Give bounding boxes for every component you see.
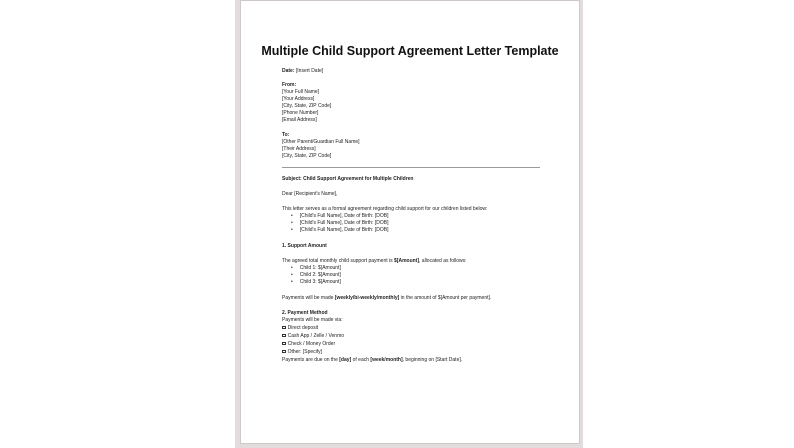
payment-option: Other: [Specify]	[282, 349, 322, 356]
to-line: [Their Address]	[282, 146, 316, 152]
payment-option: Check / Money Order	[282, 341, 335, 348]
subject-line: Subject: Child Support Agreement for Multiple Children	[282, 176, 414, 182]
intro-paragraph: This letter serves as a formal agreement regarding child support for our children listed below:	[282, 206, 488, 212]
date-label: Date:	[282, 68, 295, 74]
divider	[282, 167, 540, 168]
from-line: [City, State, ZIP Code]	[282, 103, 332, 109]
from-line: [Your Address]	[282, 96, 315, 102]
checkbox-icon[interactable]	[282, 350, 286, 354]
checkbox-icon[interactable]	[282, 334, 286, 338]
support-amount-text: The agreed total monthly child support payment is $[Amount], allocated as follows:	[282, 258, 467, 264]
child-list-item: • [Child's Full Name], Date of Birth: [DOB]	[291, 227, 389, 233]
document-title: Multiple Child Support Agreement Letter Template	[261, 44, 559, 58]
date-value: [Insert Date]	[295, 68, 324, 74]
to-label: To:	[282, 132, 290, 138]
checkbox-icon[interactable]	[282, 342, 286, 346]
payment-option: Cash App / Zelle / Venmo	[282, 333, 344, 340]
allocation-item: • Child 2: $[Amount]	[291, 272, 341, 278]
payment-option: Direct deposit	[282, 325, 318, 332]
from-line: [Your Full Name]	[282, 89, 320, 95]
section1-heading: 1. Support Amount	[282, 243, 327, 249]
payment-frequency-text: Payments will be made [weekly/bi-weekly/monthly] in the amount of $[Amount per payment].	[282, 295, 492, 301]
to-line: [City, State, ZIP Code]	[282, 153, 332, 159]
document-page	[240, 0, 580, 444]
section2-heading: 2. Payment Method	[282, 310, 328, 316]
allocation-item: • Child 1: $[Amount]	[291, 265, 341, 271]
from-line: [Phone Number]	[282, 110, 319, 116]
to-line: [Other Parent/Guardian Full Name]	[282, 139, 360, 145]
due-date-text: Payments are due on the [day] of each [week/month], beginning on [Start Date].	[282, 357, 463, 363]
greeting: Dear [Recipient's Name],	[282, 191, 338, 197]
allocation-item: • Child 3: $[Amount]	[291, 279, 341, 285]
date-line	[282, 68, 323, 75]
child-list-item: • [Child's Full Name], Date of Birth: [DOB]	[291, 220, 389, 226]
from-label: From:	[282, 82, 297, 88]
payment-method-intro: Payments will be made via:	[282, 317, 343, 323]
checkbox-icon[interactable]	[282, 326, 286, 330]
from-line: [Email Address]	[282, 117, 317, 123]
child-list-item: • [Child's Full Name], Date of Birth: [DOB]	[291, 213, 389, 219]
